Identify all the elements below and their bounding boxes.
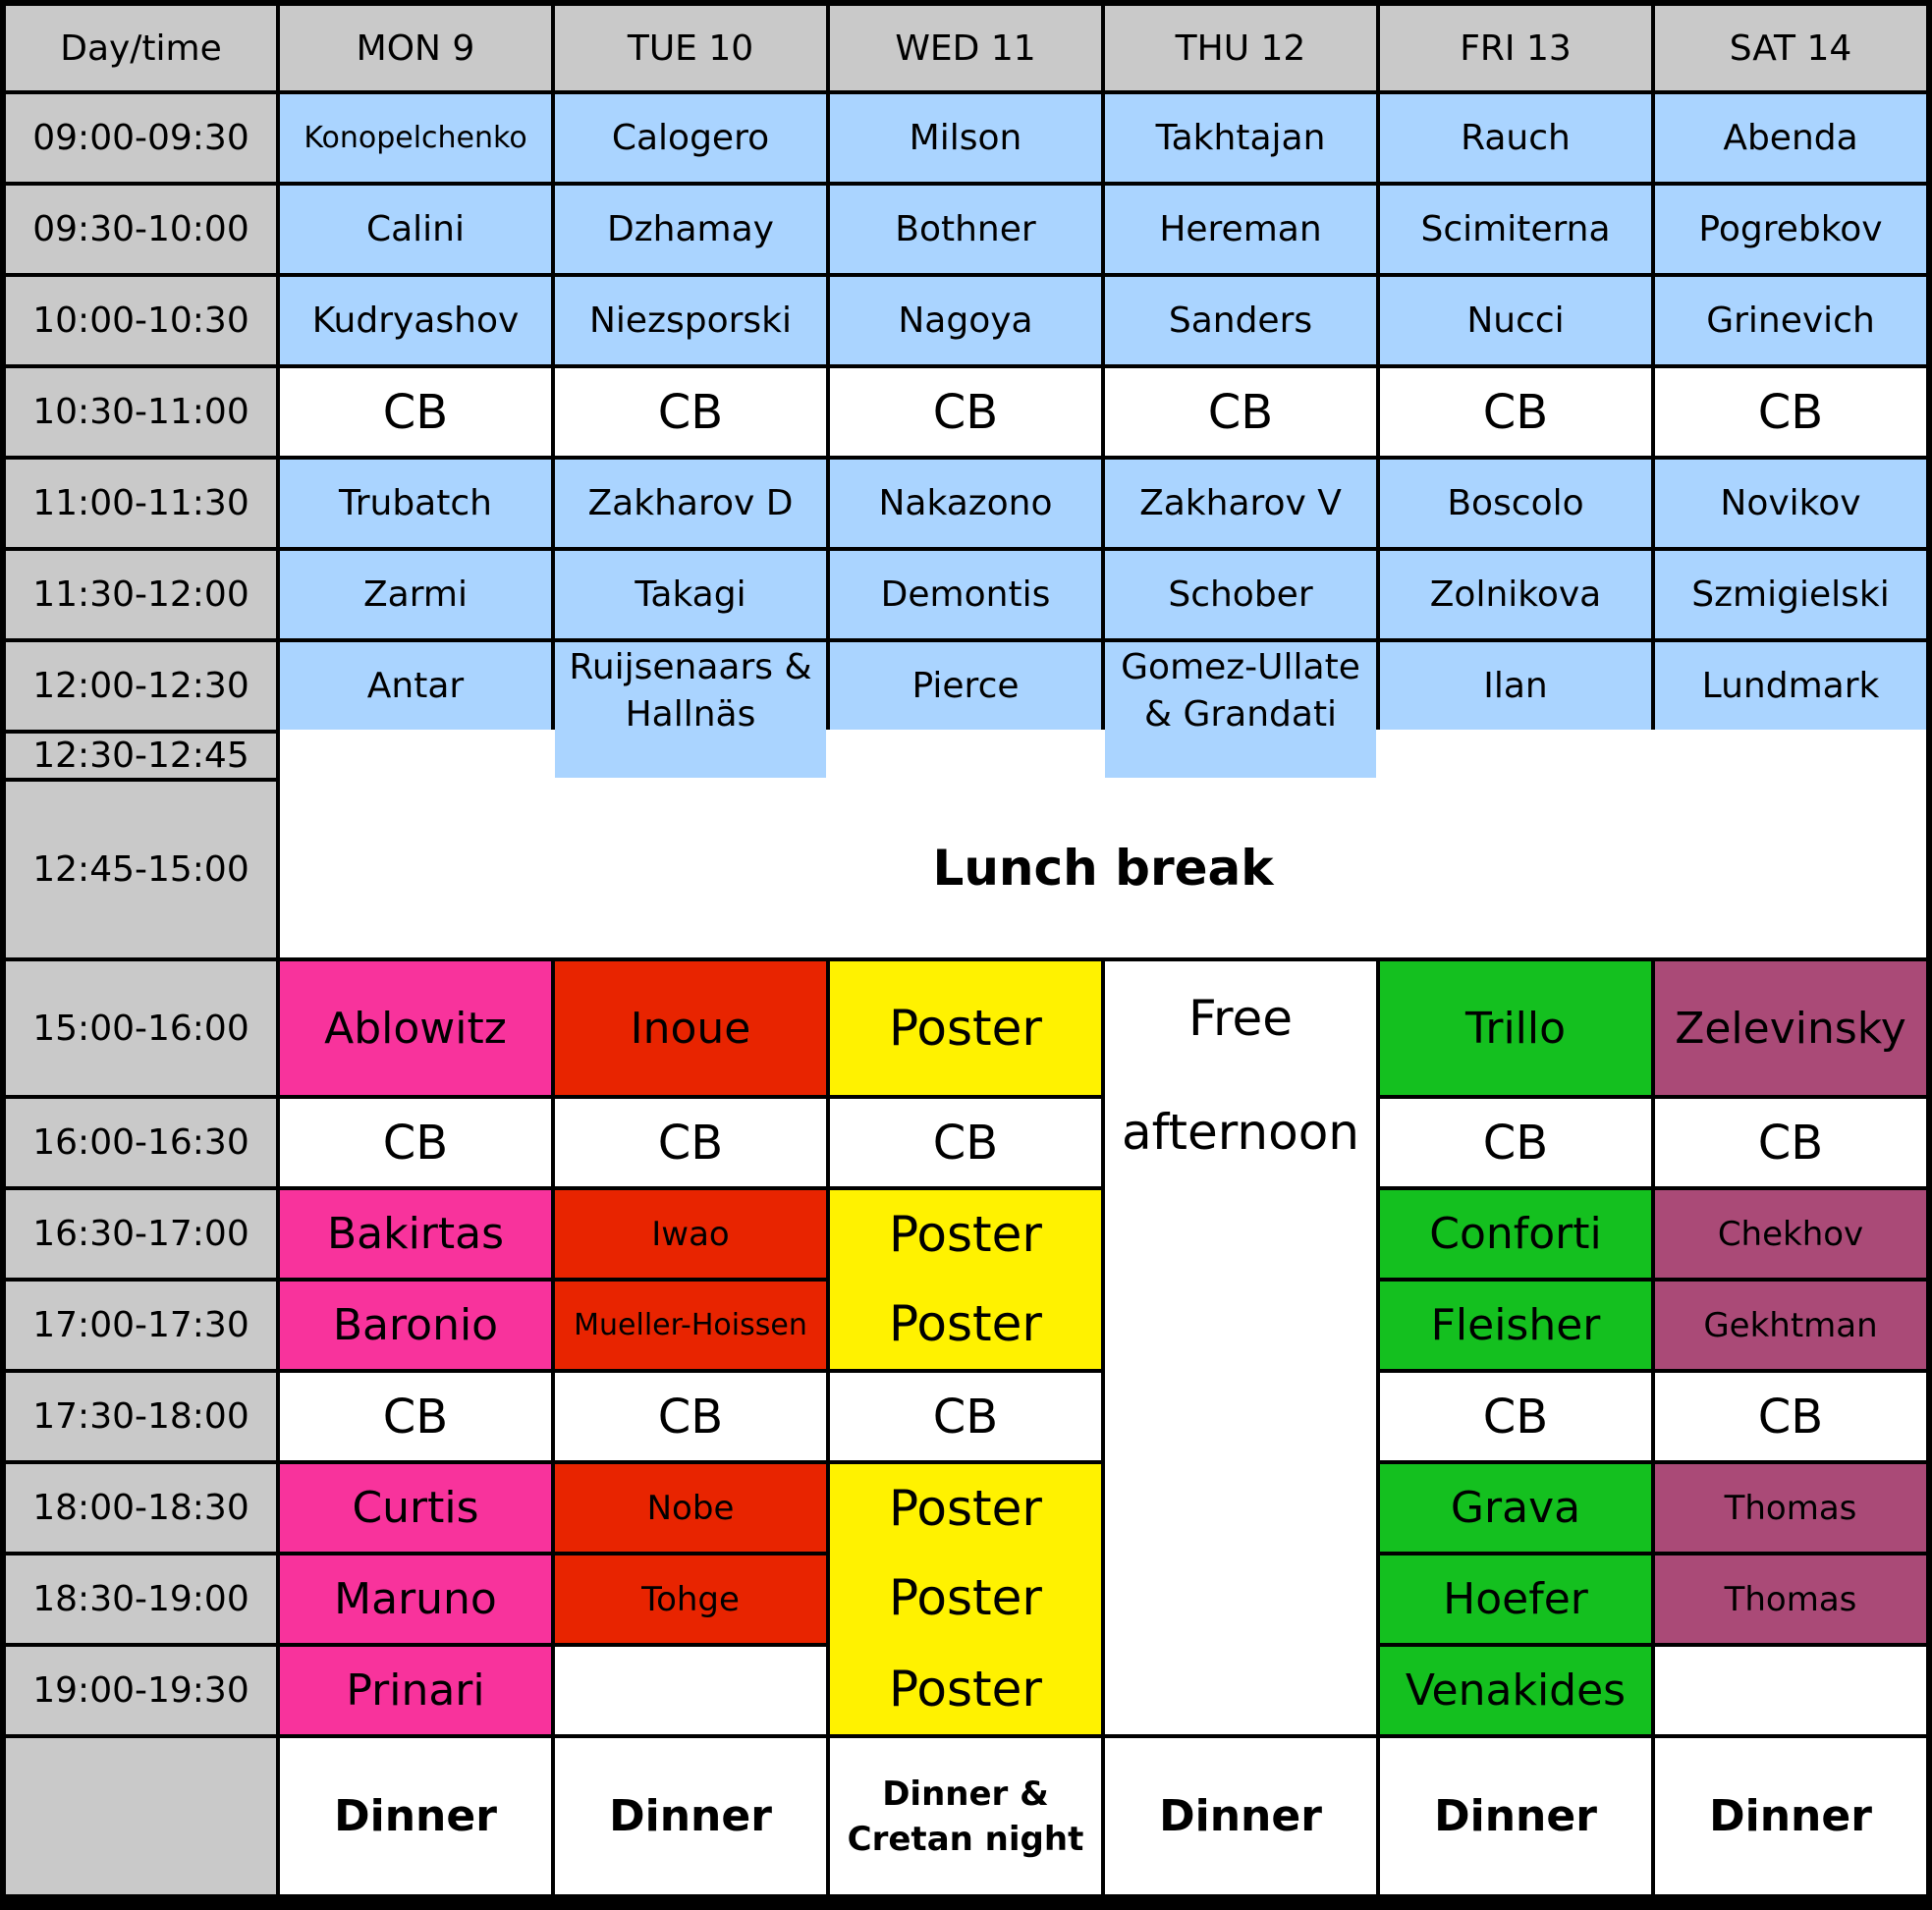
lunch-gap: [826, 730, 1105, 778]
talk-slot: Bothner: [830, 186, 1101, 273]
coffee-break: CB: [1380, 368, 1651, 456]
talk-slot: Grinevich: [1655, 277, 1926, 364]
talk-slot: Zakharov D: [555, 460, 826, 547]
talk-slot: Novikov: [1655, 460, 1926, 547]
lunch-break: Lunch break: [280, 778, 1926, 957]
time-slot: 15:00-16:00: [6, 961, 276, 1095]
talk-slot: Abenda: [1655, 94, 1926, 182]
talk-slot: Chekhov: [1655, 1190, 1926, 1278]
coffee-break: CB: [1655, 368, 1926, 456]
lunch-gap: [280, 730, 555, 778]
talk-slot: Gekhtman: [1655, 1282, 1926, 1369]
talk-slot: Takhtajan: [1105, 94, 1376, 182]
poster-session: Poster: [830, 1552, 1101, 1643]
talk-slot: Fleisher: [1380, 1282, 1651, 1369]
talk-slot: Calini: [280, 186, 551, 273]
time-slot: 09:00-09:30: [6, 94, 276, 182]
talk-slot: Boscolo: [1380, 460, 1651, 547]
dinner-cell: Dinner: [555, 1738, 826, 1894]
time-slot: 17:00-17:30: [6, 1282, 276, 1369]
talk-slot: Trillo: [1380, 961, 1651, 1095]
poster-session: Poster: [830, 1278, 1101, 1369]
talk-slot: Mueller-Hoissen: [555, 1282, 826, 1369]
talk-slot: Niezsporski: [555, 277, 826, 364]
time-slot: 10:00-10:30: [6, 277, 276, 364]
talk-slot: Nucci: [1380, 277, 1651, 364]
talk-slot: Antar: [280, 642, 551, 730]
coffee-break: CB: [1105, 368, 1376, 456]
talk-slot: Ablowitz: [280, 961, 551, 1095]
coffee-break: CB: [280, 1099, 551, 1186]
talk-slot: Dzhamay: [555, 186, 826, 273]
time-slot-empty: [6, 1738, 276, 1894]
dinner-cell: Dinner: [1105, 1738, 1376, 1894]
free-afternoon: Free afternoon: [1105, 961, 1376, 1734]
time-slot: 18:30-19:00: [6, 1555, 276, 1643]
time-slot: 19:00-19:30: [6, 1647, 276, 1734]
coffee-break: CB: [555, 368, 826, 456]
dinner-cell: Dinner: [1380, 1738, 1651, 1894]
dinner-cell: Dinner: [1655, 1738, 1926, 1894]
talk-slot: Schober: [1105, 551, 1376, 638]
talk-slot: Ilan: [1380, 642, 1651, 730]
time-slot: 16:00-16:30: [6, 1099, 276, 1186]
empty-slot: [555, 1647, 826, 1734]
header-day: FRI 13: [1380, 6, 1651, 90]
talk-slot: Demontis: [830, 551, 1101, 638]
talk-slot: Zolnikova: [1380, 551, 1651, 638]
talk-slot: Lundmark: [1655, 642, 1926, 730]
talk-slot: Iwao: [555, 1190, 826, 1278]
talk-slot: Baronio: [280, 1282, 551, 1369]
talk-slot: Zarmi: [280, 551, 551, 638]
coffee-break: CB: [830, 368, 1101, 456]
time-slot: 09:30-10:00: [6, 186, 276, 273]
poster-session: Poster: [830, 1643, 1101, 1734]
header-day: THU 12: [1105, 6, 1376, 90]
talk-slot: Pogrebkov: [1655, 186, 1926, 273]
empty-slot: [1655, 1647, 1926, 1734]
talk-slot: Thomas: [1655, 1464, 1926, 1552]
time-slot: 16:30-17:00: [6, 1190, 276, 1278]
header-day: MON 9: [280, 6, 551, 90]
talk-slot: Szmigielski: [1655, 551, 1926, 638]
talk-slot: Conforti: [1380, 1190, 1651, 1278]
time-slot: 12:00-12:30: [6, 642, 276, 730]
talk-slot: Konopelchenko: [280, 94, 551, 182]
talk-slot: Curtis: [280, 1464, 551, 1552]
dinner-cell: Dinner: [280, 1738, 551, 1894]
header-day: WED 11: [830, 6, 1101, 90]
talk-slot: Nagoya: [830, 277, 1101, 364]
coffee-break: CB: [555, 1099, 826, 1186]
talk-slot: Rauch: [1380, 94, 1651, 182]
time-slot: 10:30-11:00: [6, 368, 276, 456]
time-slot: 12:45-15:00: [6, 782, 276, 957]
coffee-break: CB: [1380, 1099, 1651, 1186]
talk-slot: Pierce: [830, 642, 1101, 730]
coffee-break: CB: [555, 1373, 826, 1460]
talk-slot: Thomas: [1655, 1555, 1926, 1643]
talk-slot: Zakharov V: [1105, 460, 1376, 547]
header-day: SAT 14: [1655, 6, 1926, 90]
talk-slot: Venakides: [1380, 1647, 1651, 1734]
coffee-break: CB: [1380, 1373, 1651, 1460]
talk-slot: Hereman: [1105, 186, 1376, 273]
talk-slot: Kudryashov: [280, 277, 551, 364]
poster-session: Poster: [830, 1464, 1101, 1552]
talk-slot: Milson: [830, 94, 1101, 182]
coffee-break: CB: [280, 1373, 551, 1460]
poster-session: Poster: [830, 961, 1101, 1095]
talk-slot-long: Gomez-Ullate & Grandati: [1105, 642, 1376, 778]
talk-slot: Nakazono: [830, 460, 1101, 547]
talk-slot: Maruno: [280, 1555, 551, 1643]
talk-slot: Prinari: [280, 1647, 551, 1734]
coffee-break: CB: [1655, 1099, 1926, 1186]
talk-slot: Grava: [1380, 1464, 1651, 1552]
talk-slot: Hoefer: [1380, 1555, 1651, 1643]
talk-slot: Zelevinsky: [1655, 961, 1926, 1095]
talk-slot: Nobe: [555, 1464, 826, 1552]
header-day-time: Day/time: [6, 6, 276, 90]
talk-slot: Trubatch: [280, 460, 551, 547]
time-slot: 12:30-12:45: [6, 734, 276, 778]
time-slot: 18:00-18:30: [6, 1464, 276, 1552]
coffee-break: CB: [1655, 1373, 1926, 1460]
coffee-break: CB: [280, 368, 551, 456]
talk-slot-long: Ruijsenaars & Hallnäs: [555, 642, 826, 778]
talk-slot: Bakirtas: [280, 1190, 551, 1278]
time-slot: 11:00-11:30: [6, 460, 276, 547]
lunch-gap: [1376, 730, 1926, 778]
talk-slot: Scimiterna: [1380, 186, 1651, 273]
talk-slot: Sanders: [1105, 277, 1376, 364]
dinner-cretan-night: Dinner & Cretan night: [830, 1738, 1101, 1894]
header-day: TUE 10: [555, 6, 826, 90]
talk-slot: Takagi: [555, 551, 826, 638]
time-slot: 17:30-18:00: [6, 1373, 276, 1460]
coffee-break: CB: [830, 1099, 1101, 1186]
coffee-break: CB: [830, 1373, 1101, 1460]
time-slot: 11:30-12:00: [6, 551, 276, 638]
poster-session: Poster: [830, 1190, 1101, 1278]
talk-slot: Calogero: [555, 94, 826, 182]
talk-slot: Tohge: [555, 1555, 826, 1643]
talk-slot: Inoue: [555, 961, 826, 1095]
